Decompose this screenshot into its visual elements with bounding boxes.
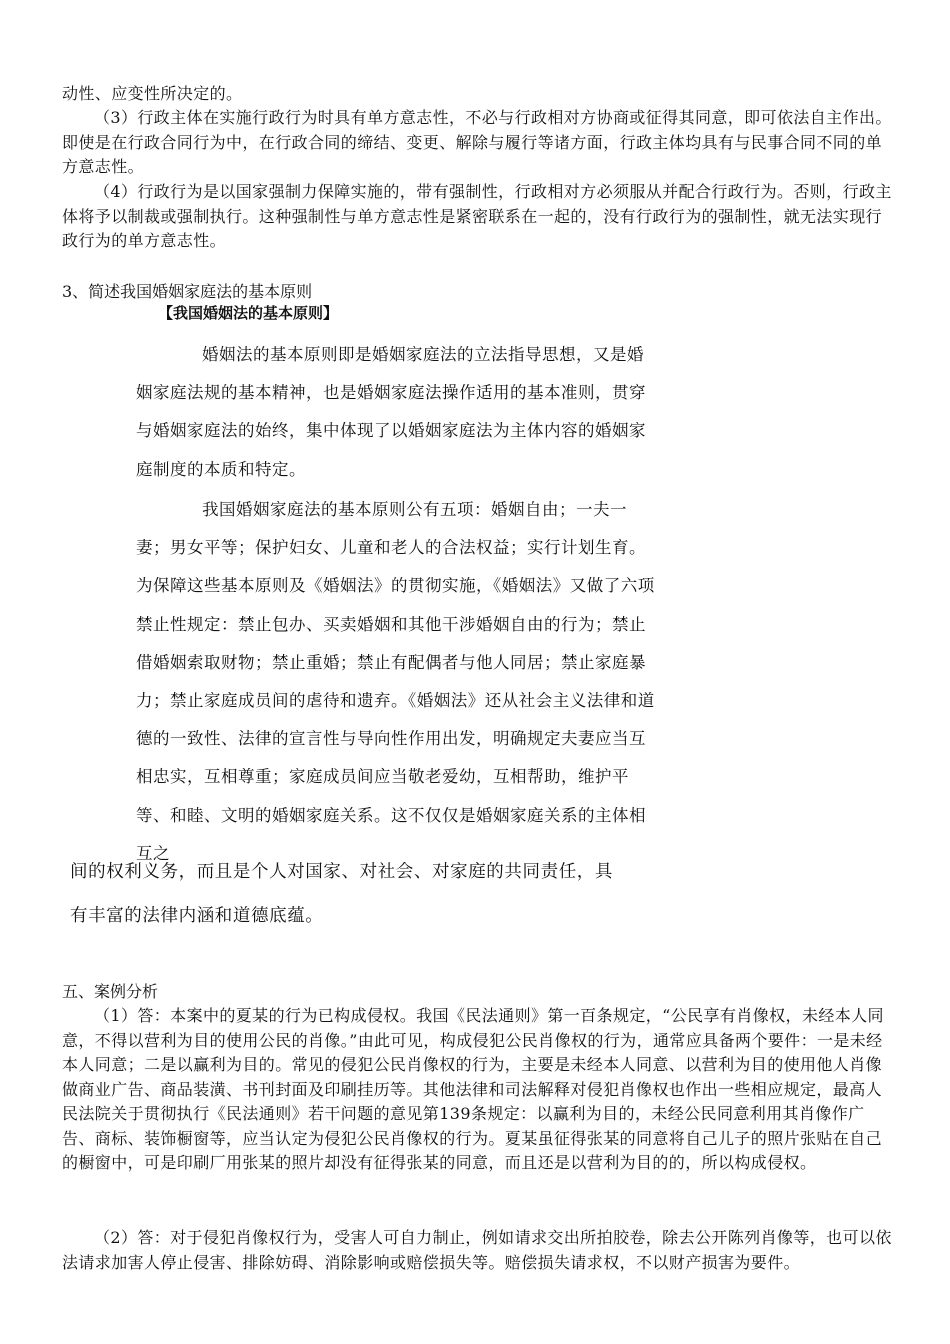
point-3-paragraph: （3）行政主体在实施行政行为时具有单方意志性，不必与行政相对方协商或征得其同意，即可依法自主作出。即使是在行政合同行为中，在行政合同的缔结、变更、解除与履行等诸方面，行政主体均具有与民事合同不同的单方意志性。 xyxy=(62,108,892,176)
point-4-paragraph: （4）行政行为是以国家强制力保障实施的，带有强制性，行政相对方必须服从并配合行政行为。否则，行政主体将予以制裁或强制执行。这种强制性与单方意志性是紧密联系在一起的，没有行政行为的强制性，就无法实现行政行为的单方意志性。 xyxy=(62,182,892,250)
answer-1-paragraph: （1）答：本案中的夏某的行为已构成侵权。我国《民法通则》第一百条规定，“公民享有肖像权，未经本人同意，不得以营利为目的使用公民的肖像。”由此可见，构成侵犯公民肖像权的行为，通常应具备两个要件：一是未经本人同意；二是以赢利为目的。常见的侵犯公民肖像权的行为，主要是未经本人同意、以营利为目的使用他人肖像做商业广告、商品装潢、书刊封面及印刷挂历等。其他法律和司法解释对侵犯肖像权也作出一些相应规定，最高人民法院关于贯彻执行《民法通则》若干问题的意见第139条规定：以赢利为目的，未经公民同意利用其肖像作广告、商标、装饰橱窗等，应当认定为侵犯公民肖像权的行为。夏某虽征得张某的同意将自己儿子的照片张贴在自己的橱窗中，可是印刷厂用张某的照片却没有征得张某的同意，而且还是以营利为目的的，所以构成侵权。 xyxy=(62,1006,884,1172)
scanned-excerpt-title: 【我国婚姻法的基本原则】 xyxy=(158,304,339,322)
answer-2-paragraph: （2）答：对于侵犯肖像权行为，受害人可自力制止，例如请求交出所拍胶卷，除去公开陈列肖像等，也可以依法请求加害人停止侵害、排除妨碍、消除影响或赔偿损失等。赔偿损失请求权，不以财产损害为要件。 xyxy=(62,1228,892,1272)
scanned-tail-line-2: 有丰富的法律内涵和道德底蕴。 xyxy=(70,906,324,926)
scanned-paragraph-2: 我国婚姻家庭法的基本原则公有五项：婚姻自由；一夫一妻；男女平等；保护妇女、儿童和老人的合法权益；实行计划生育。为保障这些基本原则及《婚姻法》的贯彻实施，《婚姻法》又做了六项禁止性规定：禁止包办、买卖婚姻和其他干涉婚姻自由的行为；禁止借婚姻索取财物；禁止重婚；禁止有配偶者与他人同居；禁止家庭暴力；禁止家庭成员间的虐待和遗弃。《婚姻法》还从社会主义法律和道德的一致性、法律的宣言性与导向性作用出发，明确规定夫妻应当互相忠实，互相尊重；家庭成员间应当敬老爱幼，互相帮助，维护平等、和睦、文明的婚姻家庭关系。这不仅仅是婚姻家庭关系的主体相互之 xyxy=(136,500,655,863)
question-3-heading: 3、简述我国婚姻家庭法的基本原则 xyxy=(62,282,313,301)
scanned-paragraph-1: 婚姻法的基本原则即是婚姻家庭法的立法指导思想，又是婚姻家庭法规的基本精神，也是婚姻家庭法操作适用的基本准则，贯穿与婚姻家庭法的始终，集中体现了以婚姻家庭法为主体内容的婚姻家庭制度的本质和特定。 xyxy=(136,345,646,479)
section2-continuation: 动性、应变性所决定的。 xyxy=(62,84,243,103)
scanned-tail-line-1: 间的权利义务，而且是个人对国家、对社会、对家庭的共同责任，具 xyxy=(70,862,613,882)
case-analysis-heading: 五、案例分析 xyxy=(62,982,159,1001)
